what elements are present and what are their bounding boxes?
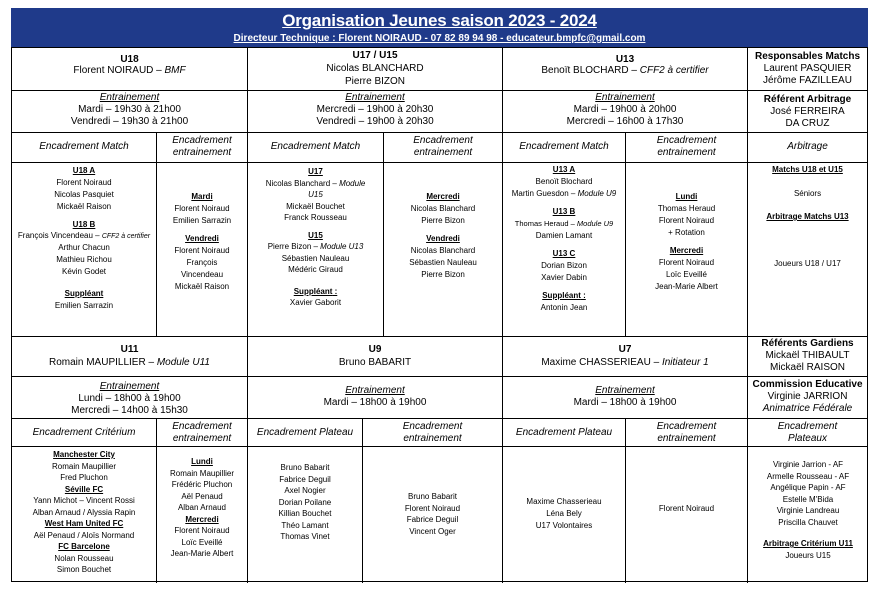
u17-enc-match-header: Encadrement Match (248, 133, 384, 163)
u13-coach-role: CFF2 à certifier (639, 65, 709, 76)
header-line2: entrainement (403, 433, 462, 444)
u17u15-coach1: Nicolas BLANCHARD (326, 63, 424, 74)
crit-team: Manchester City (53, 450, 115, 459)
u18-enc-person: Vincendeau (180, 270, 224, 279)
u18-enc-match-header: Encadrement Match (12, 133, 157, 163)
u18-training-label: Entrainement (99, 92, 160, 103)
crit-person: Simon Bouchet (56, 565, 112, 574)
u17u15-title: U17 / U15 (352, 50, 398, 61)
u17-suppleant: Xavier Gaborit (289, 298, 342, 307)
commission-cell (748, 377, 868, 419)
u13b-title: U13 B (552, 207, 576, 216)
u11-crit-cell (12, 447, 157, 583)
u13c-person: Xavier Dabin (541, 273, 587, 282)
header-line2: entrainement (657, 147, 716, 158)
suppleant-label: Suppléant (293, 286, 333, 296)
u18-suppleant-title: Suppléant (64, 289, 104, 298)
u9-plateau-person: Fabrice Deguil (279, 474, 331, 484)
u13-enc-person: Jean-Marie Albert (655, 282, 718, 291)
u17-match-cell (248, 163, 384, 337)
u13-coach: Benoït BLOCHARD – (541, 65, 640, 76)
u9-training-l1: Mardi – 18h00 à 19h00 (323, 397, 427, 408)
u15-title: U15 (308, 230, 323, 240)
u17-person: Mickaël Bouchet (286, 201, 345, 211)
header-line2: entrainement (172, 433, 232, 444)
u7-plateau-person: Maxime Chasserieau (526, 497, 602, 506)
u11-enc-day2: Mercredi (185, 514, 219, 524)
u11-enc-person: Frédéric Pluchon (171, 480, 233, 489)
u17-enc-person: Nicolas Blanchard (410, 246, 476, 255)
u17-training-cell (248, 91, 503, 133)
u7-enc-training-header (626, 419, 748, 447)
u18a-person: Mickaël Raison (56, 202, 112, 211)
u11-coach: Romain MAUPILLIER – (48, 357, 157, 368)
u9-plateau-person: Axel Nogier (284, 486, 326, 495)
u18-cell (12, 48, 248, 91)
u18-coach-role: BMF (164, 65, 186, 76)
u18b-title: U18 B (72, 220, 96, 229)
u17-enc-person: Pierre Bizon (421, 216, 465, 225)
u13-enc-person: Florent Noiraud (658, 216, 715, 225)
u17-suppleant-title: Suppléant : (293, 286, 338, 296)
u13c-title: U13 C (552, 249, 576, 258)
u17-enc-cell (384, 163, 503, 337)
u9-training-cell (248, 377, 503, 419)
page-subtitle: Directeur Technique : Florent NOIRAUD - 07 82 89 94 98 - educateur.bmpfc@gmail.com (233, 33, 646, 44)
plateaux-cell (748, 447, 868, 583)
u11-enc-person: Loïc Eveillé (181, 537, 223, 547)
u13-enc-person: Florent Noiraud (658, 258, 715, 267)
arbitrage-v2: Joueurs U18 / U17 (774, 259, 841, 268)
u17-enc-person: Nicolas Blanchard (410, 204, 476, 213)
u13-enc-training-header (626, 133, 748, 163)
u7-title: U7 (618, 344, 632, 355)
u11-enc-training-header (157, 419, 248, 447)
u9-plateau-person: Théo Lamant (281, 520, 329, 530)
header-line2: Plateaux (788, 433, 827, 444)
u9-plateau-cell (248, 447, 363, 583)
u18b-person: Mathieu Richou (56, 255, 112, 264)
u7-enc-plateau-header: Encadrement Plateau (503, 419, 626, 447)
u13-training-label: Entrainement (595, 92, 655, 103)
u11-enc-person: Aël Penaud (181, 491, 223, 501)
header-line2: entrainement (657, 433, 716, 444)
referent-arbitrage-p2: DA CRUZ (785, 118, 830, 129)
u11-enc-person: Alban Arnaud (177, 503, 227, 512)
u18b-person-1: François Vincendeau – (17, 231, 102, 240)
u13b-person-1-note: Module U9 (576, 219, 614, 228)
u18b-person: Arthur Chacun (58, 243, 110, 252)
u13-suppleant: Antonin Jean (540, 303, 588, 312)
header-line1: Encadrement (777, 421, 838, 432)
u13-enc-day2: Mercredi (669, 246, 704, 255)
plateaux-person: Priscilla Chauvet (778, 517, 838, 527)
u7-coach-role: Initiateur 1 (661, 357, 709, 368)
u9-enc-person: Florent Noiraud (404, 503, 461, 513)
organisation-table (11, 47, 868, 582)
responsables-p1: Laurent PASQUIER (763, 63, 852, 74)
referent-arbitrage-cell (748, 91, 868, 133)
u13-training-cell (503, 91, 748, 133)
arbitrage-t2: Arbitrage Matchs U13 (766, 212, 849, 221)
u11-enc-person: Florent Noiraud (174, 526, 230, 535)
u9-enc-person: Fabrice Deguil (406, 515, 459, 524)
arbitrage-t1: Matchs U18 et U15 (772, 165, 843, 174)
u13-match-cell (503, 163, 626, 337)
gardiens-title: Référents Gardiens (761, 338, 854, 349)
u18a-person: Florent Noiraud (56, 178, 112, 187)
u17-person-1-note: Module (339, 178, 366, 188)
gardiens-cell (748, 337, 868, 377)
u11-training-cell (12, 377, 248, 419)
u13a-person-2-note: Module U9 (577, 189, 617, 198)
u11-cell (12, 337, 248, 377)
u18-training-l2: Vendredi – 19h30 à 21h00 (70, 116, 189, 127)
u13b-person: Damien Lamant (535, 231, 593, 240)
u18-match-cell (12, 163, 157, 337)
u18-coach: Florent NOIRAUD – (73, 65, 165, 76)
plateaux-person: Armelle Rousseau - AF (766, 471, 850, 481)
u18-training-l1: Mardi – 19h30 à 21h00 (78, 104, 181, 115)
u13-enc-person: Loïc Eveillé (666, 270, 707, 279)
u13-enc-day1: Lundi (675, 192, 698, 201)
u15-person: Médéric Giraud (288, 265, 343, 274)
u11-enc-cell (157, 447, 248, 583)
u13-cell (503, 48, 748, 91)
arbitrage-criterium-value: Joueurs U15 (785, 550, 831, 560)
u17-enc-training-header (384, 133, 503, 163)
referent-arbitrage-title: Référent Arbitrage (763, 94, 852, 105)
u7-training-cell (503, 377, 748, 419)
u9-enc-person: Vincent Oger (409, 526, 456, 536)
u9-enc-person: Bruno Babarit (408, 492, 457, 501)
u17-person: Franck Rousseau (284, 213, 347, 222)
referent-arbitrage-p1: José FERREIRA (770, 106, 845, 117)
responsables-title: Responsables Matchs (754, 51, 861, 62)
plateaux-header (748, 419, 868, 447)
u7-enc-person: Florent Noiraud (658, 504, 715, 513)
u13-training-l1: Mardi – 19h00 à 20h00 (573, 104, 677, 115)
u11-training-l2: Mercredi – 14h00 à 15h30 (71, 405, 188, 416)
commission-p2: Animatrice Fédérale (762, 403, 853, 414)
u13b-person-1: Thomas Heraud – (514, 219, 577, 228)
u7-plateau-person: U17 Volontaires (535, 521, 593, 530)
u13a-person-2: Martin Guesdon – (511, 189, 578, 198)
u18b-person: Kévin Godet (61, 267, 107, 276)
header-line2: entrainement (172, 147, 232, 158)
u7-training-l1: Mardi – 18h00 à 19h00 (573, 397, 677, 408)
u13-enc-match-header: Encadrement Match (503, 133, 626, 163)
u7-coach: Maxime CHASSERIEAU – (541, 357, 662, 368)
u18-enc-person: Florent Noiraud (174, 204, 230, 213)
u17-title: U17 (308, 167, 323, 176)
u7-training-label: Entrainement (595, 385, 655, 396)
u17u15-coach2: Pierre BIZON (344, 76, 405, 87)
u7-plateau-person: Léna Bely (546, 509, 582, 518)
u11-enc-crit-header: Encadrement Critérium (12, 419, 157, 447)
u13c-person: Dorian Bizon (541, 261, 587, 270)
suppleant-label: Suppléant (542, 291, 581, 300)
u17u15-cell (248, 48, 503, 91)
arbitrage-v1: Séniors (793, 189, 822, 198)
u9-title: U9 (368, 344, 382, 355)
u11-enc-person: Jean-Marie Albert (170, 549, 234, 558)
u9-plateau-person: Dorian Poilane (278, 497, 332, 507)
u17-training-label: Entrainement (345, 92, 405, 103)
u11-title: U11 (120, 344, 139, 355)
crit-person: Nolan Rousseau (54, 553, 114, 563)
u18-enc-person: Emilien Sarrazin (172, 216, 232, 225)
header-line1: Encadrement (413, 135, 473, 146)
crit-team: Séville FC (64, 484, 104, 494)
arbitrage-criterium-title: Arbitrage Critérium U11 (763, 539, 853, 548)
u18-title: U18 (120, 54, 139, 65)
crit-person: Aël Penaud / Aloïs Normand (33, 530, 135, 540)
u13a-title: U13 A (552, 165, 576, 174)
u11-training-l1: Lundi – 18h00 à 19h00 (78, 393, 181, 404)
u11-coach-role: Module U11 (156, 357, 210, 368)
header-line1: Encadrement (402, 421, 463, 432)
u17-training-l2: Vendredi – 19h00 à 20h30 (316, 116, 434, 127)
u15-person-1-note: Module U13 (320, 242, 364, 251)
u11-training-label: Entrainement (99, 381, 160, 392)
header-line2: entrainement (413, 147, 473, 158)
u17-person-1-note2: U15 (308, 190, 323, 199)
plateaux-person: Angélique Papin - AF (770, 483, 846, 492)
header-line1: Encadrement (172, 135, 232, 146)
u18b-person-1-note: CFF2 à certifier (101, 233, 151, 240)
u18-suppleant: Emilien Sarrazin (54, 301, 114, 310)
header-line1: Encadrement (656, 421, 717, 432)
header-banner (11, 8, 868, 47)
u9-plateau-person: Killian Bouchet (278, 509, 332, 518)
u7-enc-cell (626, 447, 748, 583)
arbitrage-header: Arbitrage (748, 133, 868, 163)
u9-plateau-person: Thomas Vinet (280, 532, 330, 541)
u18-enc-person: François (186, 258, 218, 267)
u13-enc-cell (626, 163, 748, 337)
header-line1: Encadrement (656, 135, 717, 146)
u18-training-cell (12, 91, 248, 133)
u13-enc-person: Thomas Heraud (657, 204, 716, 213)
crit-person: Romain Maupillier (51, 461, 117, 471)
u18-enc-day2: Vendredi (185, 234, 219, 243)
u18-enc-person: Florent Noiraud (174, 246, 230, 255)
u7-cell (503, 337, 748, 377)
u18a-title: U18 A (72, 166, 96, 175)
u9-enc-plateau-header: Encadrement Plateau (248, 419, 363, 447)
u13-enc-person: + Rotation (668, 228, 705, 237)
u18a-person: Nicolas Pasquiet (54, 190, 114, 199)
plateaux-person: Virginie Landreau (776, 506, 840, 515)
u9-plateau-person: Bruno Babarit (280, 463, 330, 472)
crit-person: Fred Pluchon (60, 473, 108, 482)
u15-person-1: Pierre Bizon – (267, 242, 321, 251)
arbitrage-cell (748, 163, 868, 337)
u18-enc-training-header (157, 133, 248, 163)
u13-suppleant-title: Suppléant : (542, 291, 586, 300)
u18-enc-cell (157, 163, 248, 337)
u17-training-l1: Mercredi – 19h00 à 20h30 (316, 104, 434, 115)
u17-enc-day2: Vendredi (426, 234, 460, 243)
u17-person-1: Nicolas Blanchard – (265, 178, 340, 188)
u9-enc-cell (363, 447, 503, 583)
u18-enc-person: Mickaël Raison (174, 282, 230, 291)
crit-team: West Ham United FC (44, 519, 124, 528)
u13a-person: Benoït Blochard (535, 177, 593, 186)
u15-person: Sébastien Nauleau (281, 253, 350, 263)
u17-enc-person: Pierre Bizon (421, 270, 465, 279)
gardiens-p1: Mickaël THIBAULT (765, 350, 850, 361)
commission-p1: Virginie JARRION (767, 391, 848, 402)
responsables-cell (748, 48, 868, 91)
crit-team: FC Barcelone (58, 542, 110, 551)
header-line1: Encadrement (172, 421, 232, 432)
u18-enc-day1: Mardi (191, 192, 213, 201)
u9-enc-training-header (363, 419, 503, 447)
u17-enc-day1: Mercredi (426, 192, 460, 201)
crit-person: Yann Michot – Vincent Rossi (33, 496, 135, 505)
u9-coach: Bruno BABARIT (338, 357, 412, 368)
u7-plateau-cell (503, 447, 626, 583)
u9-training-label: Entrainement (345, 385, 405, 396)
commission-title: Commission Educative (752, 379, 863, 390)
page-title: Organisation Jeunes saison 2023 - 2024 (282, 11, 597, 30)
gardiens-p2: Mickaël RAISON (769, 362, 845, 373)
responsables-p2: Jérôme FAZILLEAU (763, 75, 852, 86)
u13-training-l2: Mercredi – 16h00 à 17h30 (566, 116, 684, 127)
u11-enc-person: Romain Maupillier (169, 468, 235, 478)
plateaux-person: Estelle M'Bida (782, 494, 834, 504)
crit-person: Alban Arnaud / Alyssia Rapin (32, 507, 136, 517)
u9-cell (248, 337, 503, 377)
u13-title: U13 (615, 54, 635, 65)
plateaux-person: Virginie Jarrion - AF (772, 460, 844, 469)
u17-enc-person: Sébastien Nauleau (409, 258, 477, 267)
u11-enc-day1: Lundi (191, 457, 213, 466)
